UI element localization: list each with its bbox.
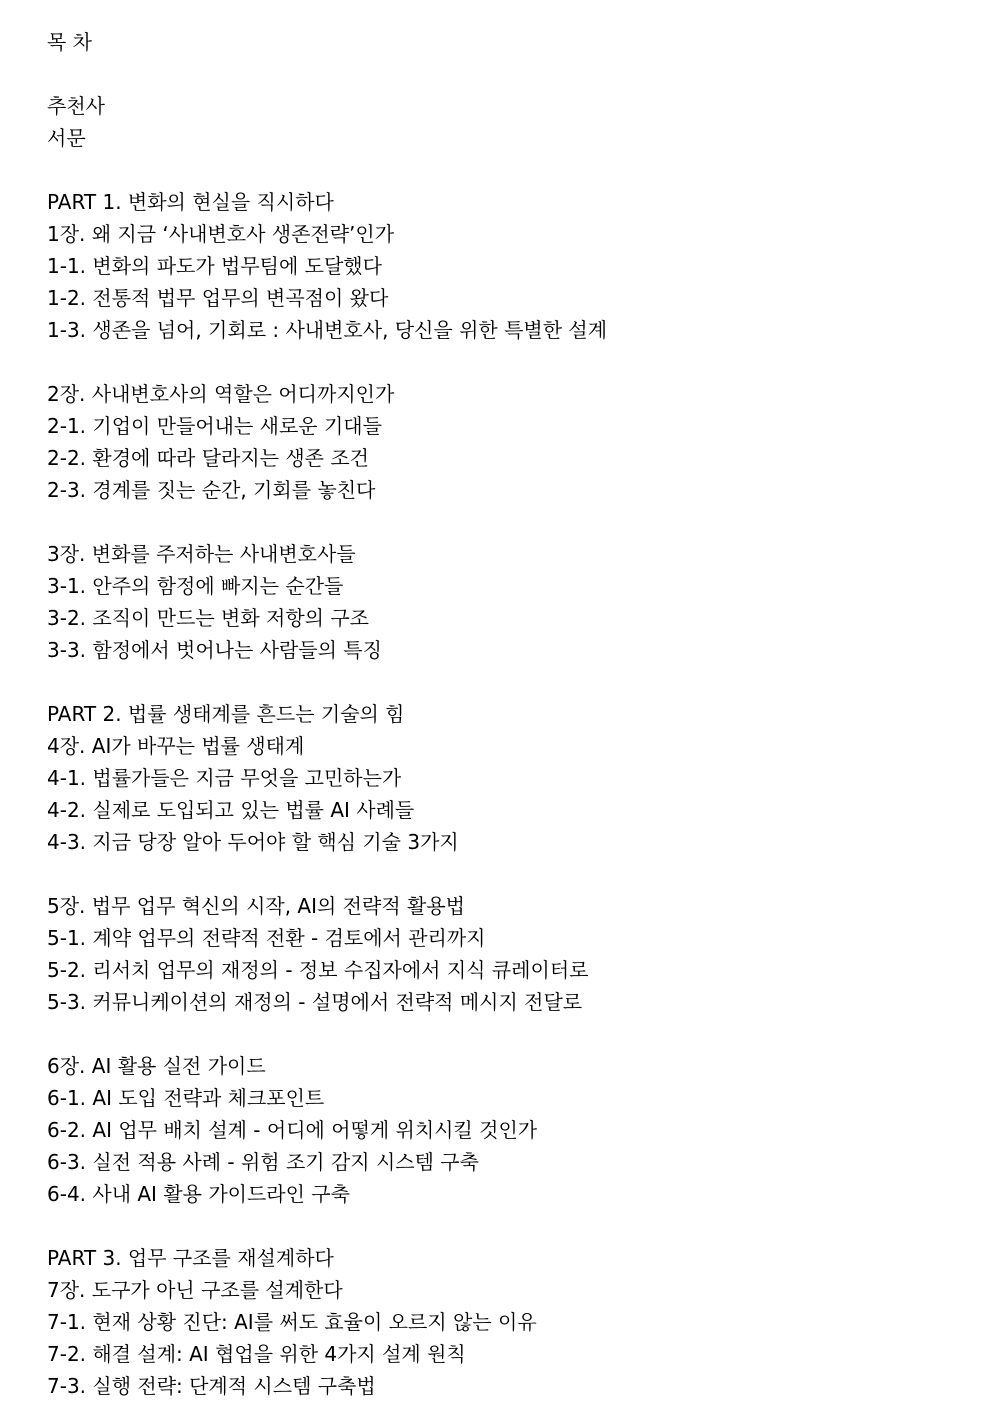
spacer <box>47 1018 967 1050</box>
spacer <box>47 506 967 538</box>
section-item: 1-2. 전통적 법무 업무의 변곡점이 왔다 <box>47 286 389 310</box>
chapter-title: 4장. AI가 바꾸는 법률 생태계 <box>47 734 305 758</box>
section-item: 3-1. 안주의 함정에 빠지는 순간들 <box>47 574 344 598</box>
section-item: 3-3. 함정에서 벗어나는 사람들의 특징 <box>47 638 382 662</box>
spacer <box>47 154 967 186</box>
front-matter-item: 추천사 <box>47 94 105 118</box>
section-item: 5-3. 커뮤니케이션의 재정의 - 설명에서 전략적 메시지 전달로 <box>47 990 583 1014</box>
toc-heading: 목 차 <box>47 30 92 54</box>
section-item: 6-3. 실전 적용 사례 - 위험 조기 감지 시스템 구축 <box>47 1150 479 1174</box>
section-item: 7-1. 현재 상황 진단: AI를 써도 효율이 오르지 않는 이유 <box>47 1310 537 1334</box>
section-item: 5-2. 리서치 업무의 재정의 - 정보 수집자에서 지식 큐레이터로 <box>47 958 589 982</box>
spacer <box>47 858 967 890</box>
chapter-title: 3장. 변화를 주저하는 사내변호사들 <box>47 542 356 566</box>
spacer <box>47 666 967 698</box>
section-item: 2-2. 환경에 따라 달라지는 생존 조건 <box>47 446 369 470</box>
chapter-title: 2장. 사내변호사의 역할은 어디까지인가 <box>47 382 395 406</box>
spacer <box>47 58 967 90</box>
section-item: 6-4. 사내 AI 활용 가이드라인 구축 <box>47 1182 350 1206</box>
chapter-title: 1장. 왜 지금 ‘사내변호사 생존전략’인가 <box>47 222 395 246</box>
chapter-title: 6장. AI 활용 실전 가이드 <box>47 1054 266 1078</box>
section-item: 5-1. 계약 업무의 전략적 전환 - 검토에서 관리까지 <box>47 926 486 950</box>
spacer <box>47 346 967 378</box>
section-item: 7-2. 해결 설계: AI 협업을 위한 4가지 설계 원칙 <box>47 1342 466 1366</box>
section-item: 6-2. AI 업무 배치 설계 - 어디에 어떻게 위치시킬 것인가 <box>47 1118 538 1142</box>
section-item: 1-1. 변화의 파도가 법무팀에 도달했다 <box>47 254 382 278</box>
front-matter-item: 서문 <box>47 126 86 150</box>
section-item: 2-3. 경계를 짓는 순간, 기회를 놓친다 <box>47 478 376 502</box>
section-item: 4-3. 지금 당장 알아 두어야 할 핵심 기술 3가지 <box>47 830 459 854</box>
part-title: PART 3. 업무 구조를 재설계하다 <box>47 1246 334 1270</box>
section-item: 7-3. 실행 전략: 단계적 시스템 구축법 <box>47 1374 376 1398</box>
section-item: 4-1. 법률가들은 지금 무엇을 고민하는가 <box>47 766 402 790</box>
table-of-contents <box>47 26 967 1402</box>
section-item: 4-2. 실제로 도입되고 있는 법률 AI 사례들 <box>47 798 415 822</box>
section-item: 6-1. AI 도입 전략과 체크포인트 <box>47 1086 325 1110</box>
chapter-title: 7장. 도구가 아닌 구조를 설계한다 <box>47 1278 343 1302</box>
section-item: 3-2. 조직이 만드는 변화 저항의 구조 <box>47 606 369 630</box>
part-title: PART 1. 변화의 현실을 직시하다 <box>47 190 334 214</box>
spacer <box>47 1210 967 1242</box>
part-title: PART 2. 법률 생태계를 흔드는 기술의 힘 <box>47 702 405 726</box>
chapter-title: 5장. 법무 업무 혁신의 시작, AI의 전략적 활용법 <box>47 894 465 918</box>
section-item: 1-3. 생존을 넘어, 기회로 : 사내변호사, 당신을 위한 특별한 설계 <box>47 318 608 342</box>
section-item: 2-1. 기업이 만들어내는 새로운 기대들 <box>47 414 382 438</box>
